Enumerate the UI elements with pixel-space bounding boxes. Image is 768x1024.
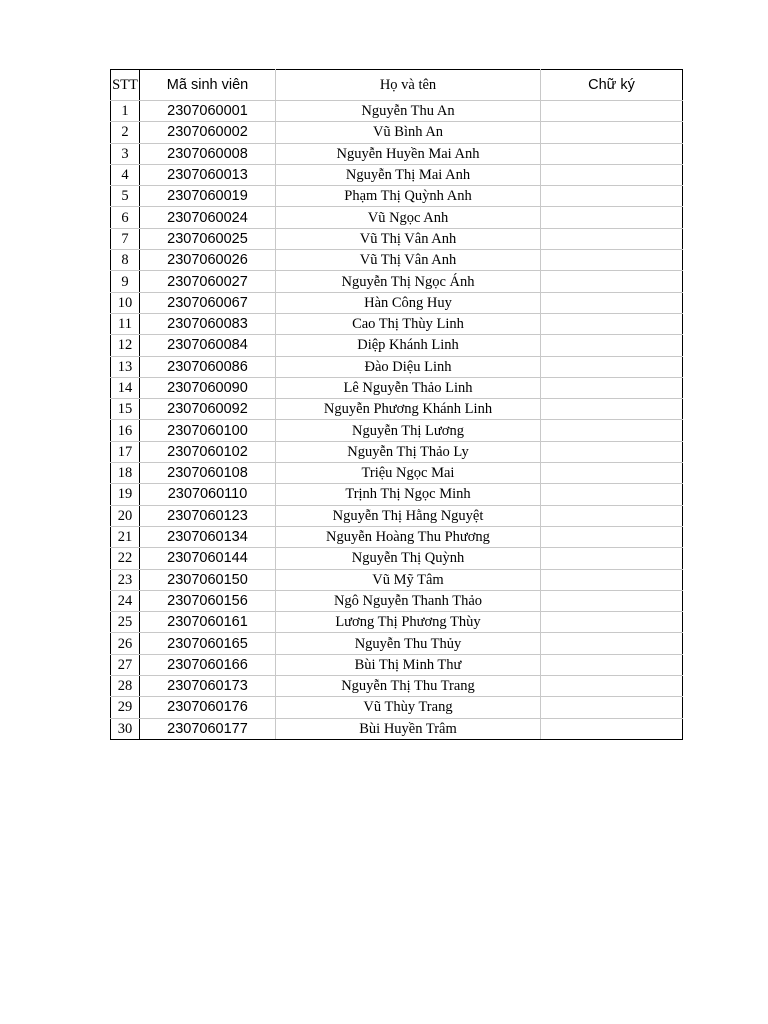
row-full-name-cell: Vũ Bình An bbox=[276, 122, 541, 143]
table-row bbox=[111, 399, 683, 420]
table-row bbox=[111, 313, 683, 334]
row-stt-cell: 19 bbox=[111, 484, 140, 505]
row-signature-cell bbox=[541, 164, 683, 185]
row-stt-cell: 9 bbox=[111, 271, 140, 292]
row-stt-cell: 16 bbox=[111, 420, 140, 441]
table-row bbox=[111, 633, 683, 654]
table-row bbox=[111, 420, 683, 441]
row-stt-cell: 23 bbox=[111, 569, 140, 590]
row-full-name-cell: Nguyễn Thị Hằng Nguyệt bbox=[276, 505, 541, 526]
row-signature-cell bbox=[541, 612, 683, 633]
row-student-id-cell: 2307060025 bbox=[140, 228, 276, 249]
row-student-id-cell: 2307060173 bbox=[140, 676, 276, 697]
row-stt-cell: 28 bbox=[111, 676, 140, 697]
row-student-id-cell: 2307060027 bbox=[140, 271, 276, 292]
row-student-id-cell: 2307060001 bbox=[140, 101, 276, 122]
table-row bbox=[111, 441, 683, 462]
row-stt-cell: 6 bbox=[111, 207, 140, 228]
table-row bbox=[111, 143, 683, 164]
row-stt-cell: 10 bbox=[111, 292, 140, 313]
row-signature-cell bbox=[541, 101, 683, 122]
row-signature-cell bbox=[541, 399, 683, 420]
row-signature-cell bbox=[541, 548, 683, 569]
row-signature-cell bbox=[541, 441, 683, 462]
table-row bbox=[111, 484, 683, 505]
header-signature: Chữ ký bbox=[541, 70, 683, 101]
table-row bbox=[111, 186, 683, 207]
row-student-id-cell: 2307060002 bbox=[140, 122, 276, 143]
row-signature-cell bbox=[541, 484, 683, 505]
row-signature-cell bbox=[541, 654, 683, 675]
row-full-name-cell: Nguyễn Thị Mai Anh bbox=[276, 164, 541, 185]
table-row bbox=[111, 335, 683, 356]
row-stt-cell: 12 bbox=[111, 335, 140, 356]
table-row bbox=[111, 271, 683, 292]
row-student-id-cell: 2307060156 bbox=[140, 590, 276, 611]
row-student-id-cell: 2307060166 bbox=[140, 654, 276, 675]
row-student-id-cell: 2307060086 bbox=[140, 356, 276, 377]
header-full-name: Họ và tên bbox=[276, 70, 541, 101]
table-row bbox=[111, 548, 683, 569]
row-full-name-cell: Nguyễn Hoàng Thu Phương bbox=[276, 526, 541, 547]
header-student-id: Mã sinh viên bbox=[140, 70, 276, 101]
row-student-id-cell: 2307060083 bbox=[140, 313, 276, 334]
row-stt-cell: 27 bbox=[111, 654, 140, 675]
row-student-id-cell: 2307060067 bbox=[140, 292, 276, 313]
row-full-name-cell: Nguyễn Huyền Mai Anh bbox=[276, 143, 541, 164]
row-stt-cell: 4 bbox=[111, 164, 140, 185]
row-student-id-cell: 2307060019 bbox=[140, 186, 276, 207]
row-signature-cell bbox=[541, 313, 683, 334]
row-full-name-cell: Vũ Thị Vân Anh bbox=[276, 250, 541, 271]
row-student-id-cell: 2307060150 bbox=[140, 569, 276, 590]
row-stt-cell: 14 bbox=[111, 377, 140, 398]
row-full-name-cell: Diệp Khánh Linh bbox=[276, 335, 541, 356]
document-page bbox=[110, 69, 682, 740]
table-row bbox=[111, 505, 683, 526]
row-student-id-cell: 2307060165 bbox=[140, 633, 276, 654]
table-header-row bbox=[111, 70, 683, 101]
row-full-name-cell: Phạm Thị Quỳnh Anh bbox=[276, 186, 541, 207]
table-row bbox=[111, 654, 683, 675]
row-full-name-cell: Bùi Huyền Trâm bbox=[276, 718, 541, 739]
row-full-name-cell: Lê Nguyễn Thảo Linh bbox=[276, 377, 541, 398]
row-signature-cell bbox=[541, 633, 683, 654]
row-full-name-cell: Lương Thị Phương Thùy bbox=[276, 612, 541, 633]
row-stt-cell: 17 bbox=[111, 441, 140, 462]
row-student-id-cell: 2307060102 bbox=[140, 441, 276, 462]
row-student-id-cell: 2307060026 bbox=[140, 250, 276, 271]
row-student-id-cell: 2307060008 bbox=[140, 143, 276, 164]
table-row bbox=[111, 590, 683, 611]
row-stt-cell: 20 bbox=[111, 505, 140, 526]
row-student-id-cell: 2307060092 bbox=[140, 399, 276, 420]
row-signature-cell bbox=[541, 377, 683, 398]
row-signature-cell bbox=[541, 718, 683, 739]
row-full-name-cell: Vũ Ngọc Anh bbox=[276, 207, 541, 228]
row-full-name-cell: Vũ Thùy Trang bbox=[276, 697, 541, 718]
row-stt-cell: 18 bbox=[111, 463, 140, 484]
row-signature-cell bbox=[541, 335, 683, 356]
row-full-name-cell: Cao Thị Thùy Linh bbox=[276, 313, 541, 334]
row-full-name-cell: Nguyễn Thu An bbox=[276, 101, 541, 122]
row-signature-cell bbox=[541, 676, 683, 697]
row-full-name-cell: Trịnh Thị Ngọc Minh bbox=[276, 484, 541, 505]
table-row bbox=[111, 676, 683, 697]
row-student-id-cell: 2307060108 bbox=[140, 463, 276, 484]
table-row bbox=[111, 377, 683, 398]
row-stt-cell: 29 bbox=[111, 697, 140, 718]
row-signature-cell bbox=[541, 228, 683, 249]
row-full-name-cell: Nguyễn Phương Khánh Linh bbox=[276, 399, 541, 420]
row-signature-cell bbox=[541, 590, 683, 611]
row-full-name-cell: Vũ Thị Vân Anh bbox=[276, 228, 541, 249]
row-full-name-cell: Đào Diệu Linh bbox=[276, 356, 541, 377]
row-student-id-cell: 2307060084 bbox=[140, 335, 276, 356]
row-full-name-cell: Hàn Công Huy bbox=[276, 292, 541, 313]
row-full-name-cell: Nguyễn Thu Thủy bbox=[276, 633, 541, 654]
row-signature-cell bbox=[541, 122, 683, 143]
row-student-id-cell: 2307060176 bbox=[140, 697, 276, 718]
row-student-id-cell: 2307060110 bbox=[140, 484, 276, 505]
table-row bbox=[111, 207, 683, 228]
row-signature-cell bbox=[541, 356, 683, 377]
row-full-name-cell: Nguyễn Thị Lương bbox=[276, 420, 541, 441]
row-stt-cell: 5 bbox=[111, 186, 140, 207]
row-signature-cell bbox=[541, 186, 683, 207]
row-full-name-cell: Triệu Ngọc Mai bbox=[276, 463, 541, 484]
row-stt-cell: 1 bbox=[111, 101, 140, 122]
row-stt-cell: 21 bbox=[111, 526, 140, 547]
row-student-id-cell: 2307060161 bbox=[140, 612, 276, 633]
table-row bbox=[111, 697, 683, 718]
table-row bbox=[111, 228, 683, 249]
table-row bbox=[111, 122, 683, 143]
row-student-id-cell: 2307060134 bbox=[140, 526, 276, 547]
row-stt-cell: 24 bbox=[111, 590, 140, 611]
row-student-id-cell: 2307060090 bbox=[140, 377, 276, 398]
row-student-id-cell: 2307060123 bbox=[140, 505, 276, 526]
table-row bbox=[111, 164, 683, 185]
row-stt-cell: 11 bbox=[111, 313, 140, 334]
row-student-id-cell: 2307060013 bbox=[140, 164, 276, 185]
table-row bbox=[111, 718, 683, 739]
row-stt-cell: 26 bbox=[111, 633, 140, 654]
row-full-name-cell: Ngô Nguyễn Thanh Thảo bbox=[276, 590, 541, 611]
table-row bbox=[111, 250, 683, 271]
row-student-id-cell: 2307060100 bbox=[140, 420, 276, 441]
row-signature-cell bbox=[541, 207, 683, 228]
row-full-name-cell: Nguyễn Thị Thu Trang bbox=[276, 676, 541, 697]
row-stt-cell: 22 bbox=[111, 548, 140, 569]
row-full-name-cell: Nguyễn Thị Quỳnh bbox=[276, 548, 541, 569]
row-full-name-cell: Bùi Thị Minh Thư bbox=[276, 654, 541, 675]
table-row bbox=[111, 612, 683, 633]
row-student-id-cell: 2307060144 bbox=[140, 548, 276, 569]
row-signature-cell bbox=[541, 420, 683, 441]
table-body bbox=[111, 101, 683, 740]
table-row bbox=[111, 101, 683, 122]
row-signature-cell bbox=[541, 143, 683, 164]
row-stt-cell: 2 bbox=[111, 122, 140, 143]
row-signature-cell bbox=[541, 463, 683, 484]
table-row bbox=[111, 356, 683, 377]
table-row bbox=[111, 463, 683, 484]
row-stt-cell: 30 bbox=[111, 718, 140, 739]
row-stt-cell: 8 bbox=[111, 250, 140, 271]
row-student-id-cell: 2307060024 bbox=[140, 207, 276, 228]
row-stt-cell: 13 bbox=[111, 356, 140, 377]
table-row bbox=[111, 292, 683, 313]
row-signature-cell bbox=[541, 526, 683, 547]
row-signature-cell bbox=[541, 271, 683, 292]
row-stt-cell: 15 bbox=[111, 399, 140, 420]
header-stt: STT bbox=[111, 70, 140, 101]
row-full-name-cell: Nguyễn Thị Ngọc Ánh bbox=[276, 271, 541, 292]
row-full-name-cell: Vũ Mỹ Tâm bbox=[276, 569, 541, 590]
row-student-id-cell: 2307060177 bbox=[140, 718, 276, 739]
row-full-name-cell: Nguyễn Thị Thảo Ly bbox=[276, 441, 541, 462]
row-stt-cell: 3 bbox=[111, 143, 140, 164]
row-stt-cell: 25 bbox=[111, 612, 140, 633]
table-row bbox=[111, 526, 683, 547]
row-signature-cell bbox=[541, 505, 683, 526]
row-signature-cell bbox=[541, 569, 683, 590]
table-row bbox=[111, 569, 683, 590]
student-roster-table bbox=[110, 69, 683, 740]
row-signature-cell bbox=[541, 292, 683, 313]
row-signature-cell bbox=[541, 697, 683, 718]
row-signature-cell bbox=[541, 250, 683, 271]
row-stt-cell: 7 bbox=[111, 228, 140, 249]
